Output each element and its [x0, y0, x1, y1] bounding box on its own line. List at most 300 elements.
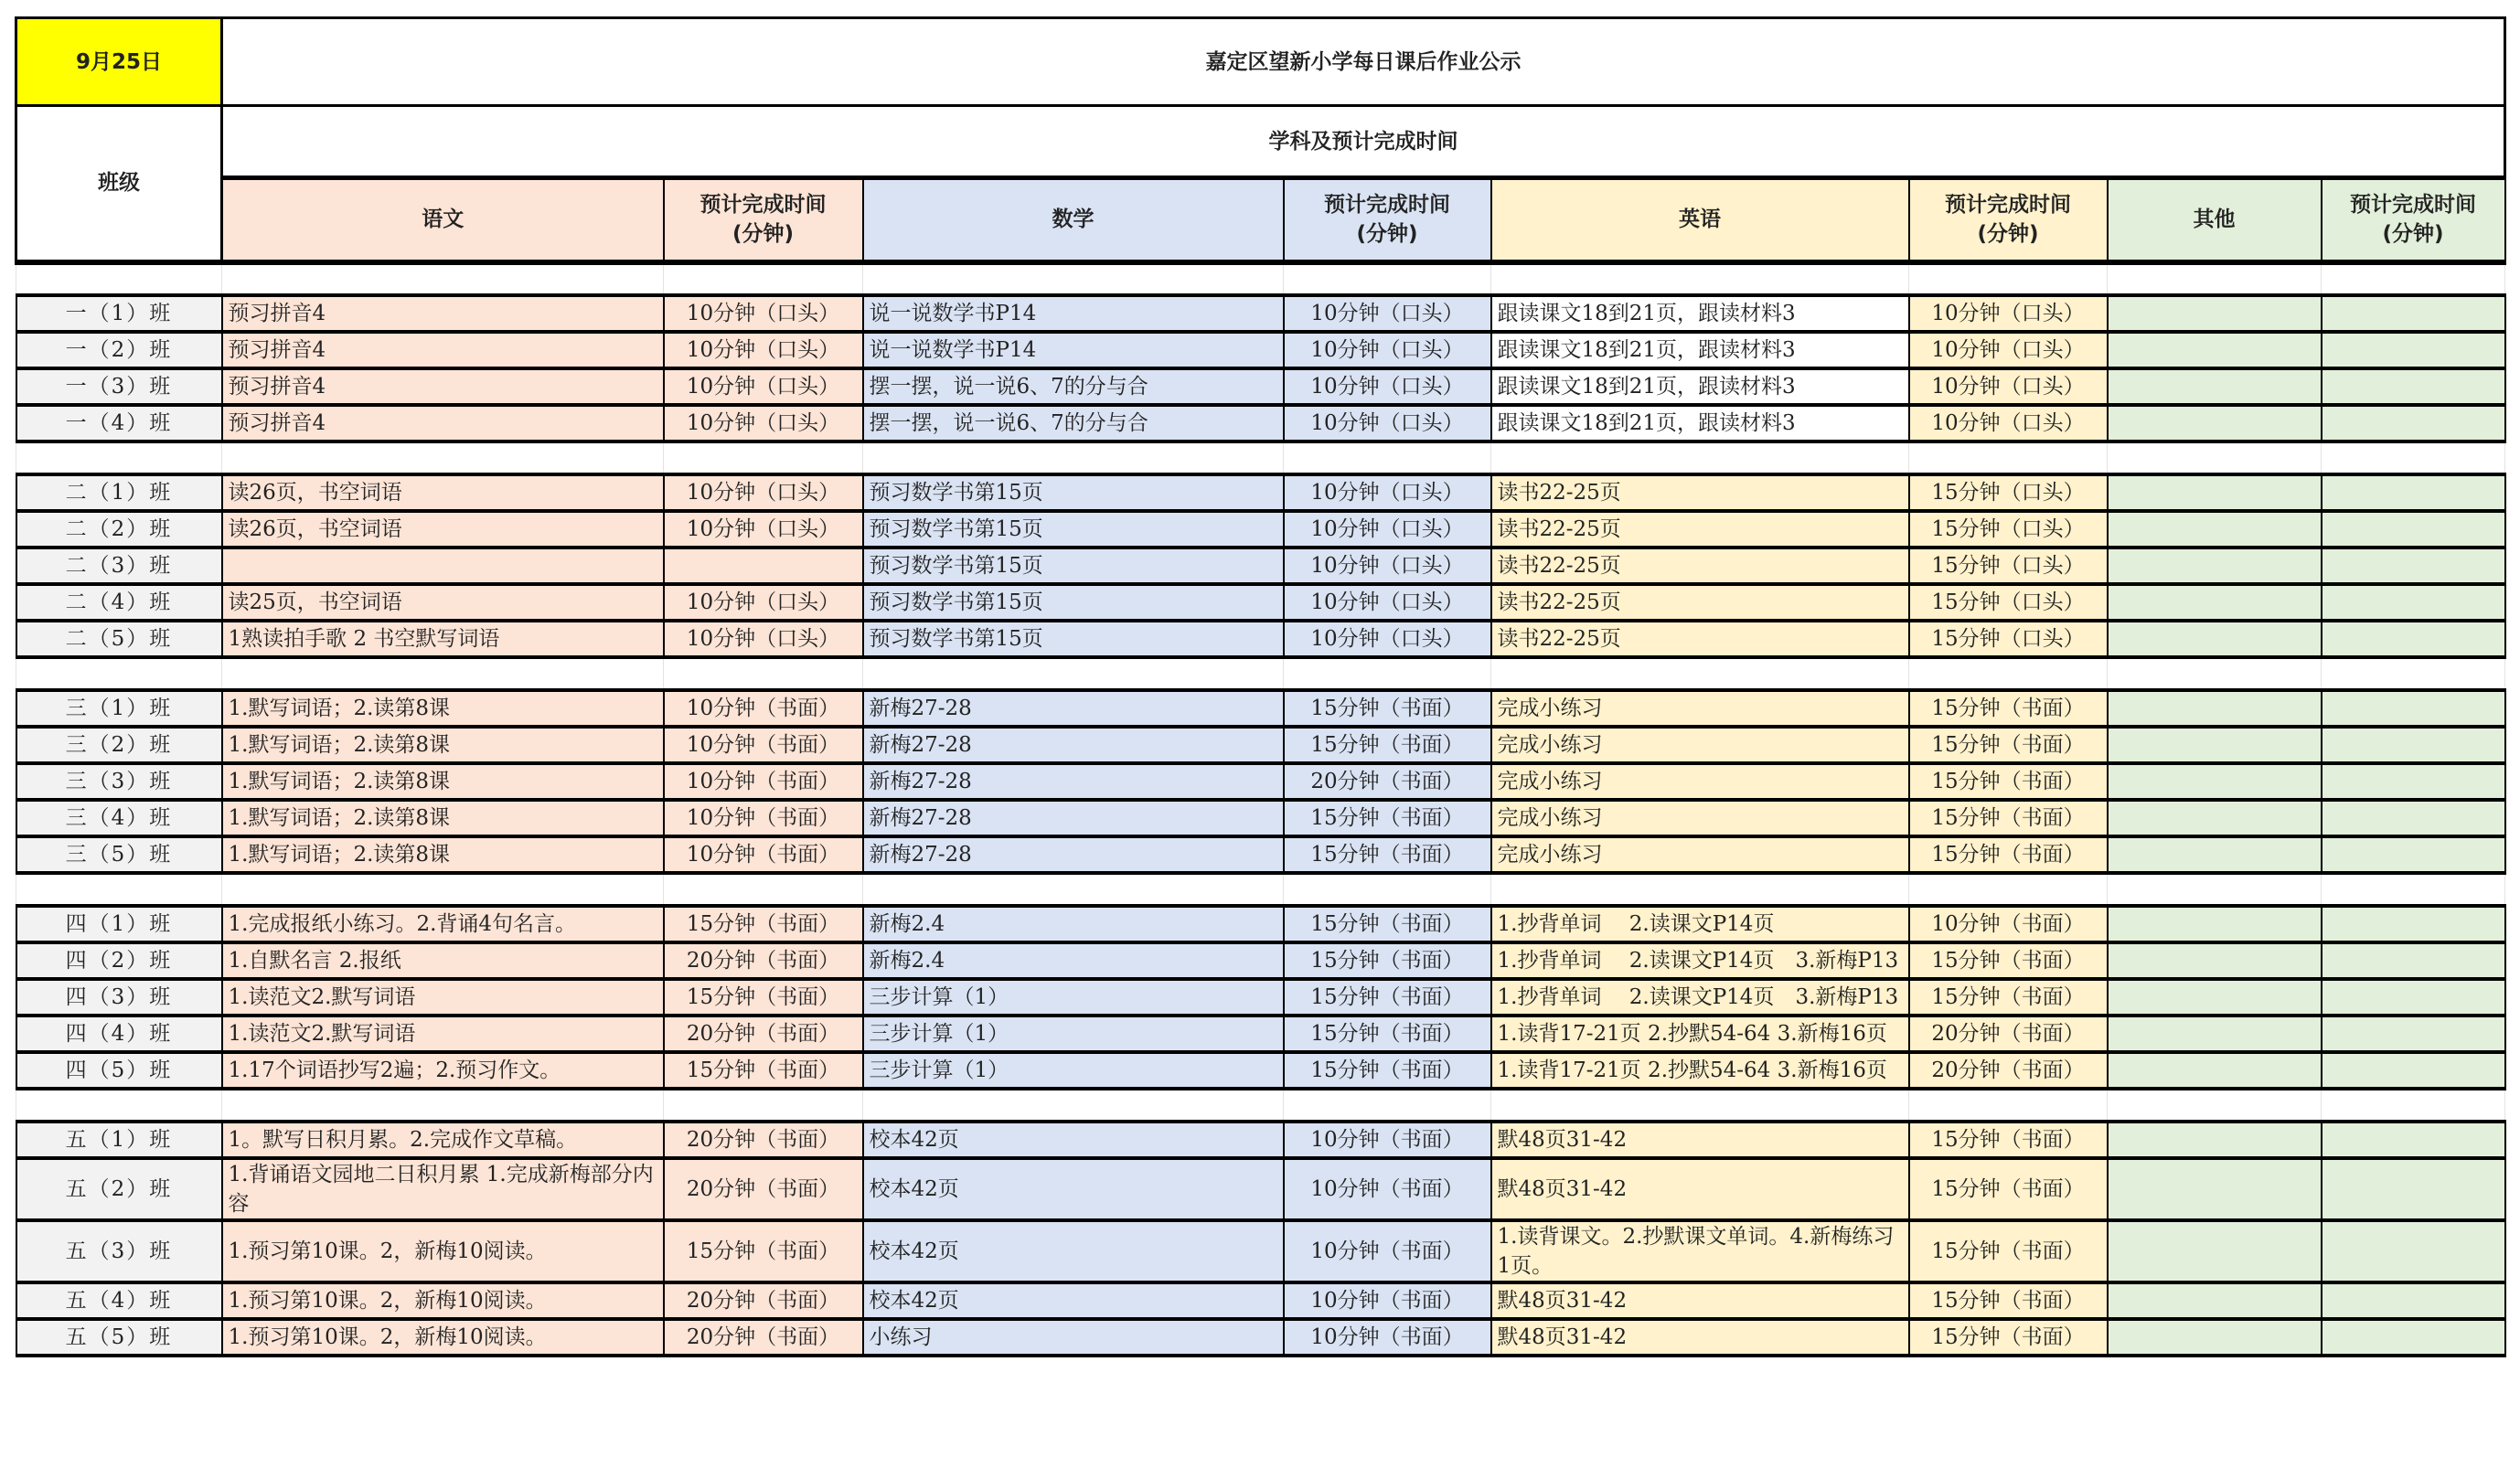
- other-time[interactable]: [2322, 1158, 2505, 1220]
- class-name[interactable]: 三（3）班: [16, 763, 222, 800]
- empty-cell[interactable]: [1909, 657, 2108, 690]
- other-time[interactable]: [2322, 763, 2505, 800]
- math-homework[interactable]: 新梅2.4: [863, 942, 1284, 979]
- empty-cell[interactable]: [1284, 262, 1491, 295]
- column-header-row: [16, 178, 2505, 262]
- table-row: [16, 942, 2505, 979]
- math-time[interactable]: 15分钟（书面）: [1284, 906, 1491, 942]
- english-homework[interactable]: 完成小练习: [1491, 690, 1909, 727]
- other-time[interactable]: [2322, 584, 2505, 621]
- grade-spacer: [16, 262, 2505, 295]
- math-homework[interactable]: 说一说数学书P14: [863, 295, 1284, 332]
- class-name[interactable]: 三（1）班: [16, 690, 222, 727]
- chinese-time[interactable]: 20分钟（书面）: [664, 942, 863, 979]
- chinese-time[interactable]: 10分钟（口头）: [664, 405, 863, 441]
- math-homework[interactable]: 新梅2.4: [863, 906, 1284, 942]
- empty-cell[interactable]: [1909, 441, 2108, 474]
- math-time[interactable]: 15分钟（书面）: [1284, 979, 1491, 1016]
- other-time[interactable]: [2322, 295, 2505, 332]
- empty-cell[interactable]: [2322, 1089, 2505, 1122]
- empty-cell[interactable]: [1284, 873, 1491, 906]
- class-name[interactable]: 二（4）班: [16, 584, 222, 621]
- math-time[interactable]: 10分钟（书面）: [1284, 1122, 1491, 1158]
- other-time[interactable]: [2322, 332, 2505, 368]
- math-time[interactable]: 10分钟（口头）: [1284, 332, 1491, 368]
- other-homework[interactable]: [2108, 836, 2322, 873]
- math-time[interactable]: 10分钟（口头）: [1284, 548, 1491, 584]
- other-homework[interactable]: [2108, 474, 2322, 511]
- table-row: [16, 690, 2505, 727]
- math-homework[interactable]: 摆一摆，说一说6、7的分与合: [863, 368, 1284, 405]
- class-name[interactable]: 五（5）班: [16, 1319, 222, 1356]
- english-homework[interactable]: 1.读背17-21页 2.抄默54-64 3.新梅16页: [1491, 1016, 1909, 1052]
- english-homework[interactable]: 读书22-25页: [1491, 621, 1909, 657]
- english-time[interactable]: 10分钟（口头）: [1909, 332, 2108, 368]
- math-homework[interactable]: 预习数学书第15页: [863, 511, 1284, 548]
- english-time[interactable]: 15分钟（书面）: [1909, 942, 2108, 979]
- class-name[interactable]: 一（3）班: [16, 368, 222, 405]
- header-math-time[interactable]: [1284, 178, 1491, 262]
- other-time[interactable]: [2322, 1016, 2505, 1052]
- subjects-header[interactable]: 学科及预计完成时间: [222, 106, 2505, 178]
- class-name[interactable]: 一（4）班: [16, 405, 222, 441]
- chinese-homework[interactable]: 读26页，书空词语: [222, 511, 664, 548]
- english-time[interactable]: 10分钟（书面）: [1909, 906, 2108, 942]
- english-homework[interactable]: 读书22-25页: [1491, 584, 1909, 621]
- chinese-homework[interactable]: 1.读范文2.默写词语: [222, 1016, 664, 1052]
- header-chinese-time[interactable]: [664, 178, 863, 262]
- empty-cell[interactable]: [1491, 441, 1909, 474]
- empty-cell[interactable]: [863, 262, 1284, 295]
- other-time[interactable]: [2322, 1122, 2505, 1158]
- other-homework[interactable]: [2108, 1220, 2322, 1282]
- math-homework[interactable]: 三步计算（1）: [863, 1016, 1284, 1052]
- math-time[interactable]: 10分钟（书面）: [1284, 1319, 1491, 1356]
- empty-cell[interactable]: [222, 1089, 664, 1122]
- other-time[interactable]: [2322, 368, 2505, 405]
- chinese-time[interactable]: 10分钟（书面）: [664, 800, 863, 836]
- chinese-homework[interactable]: 1.默写词语；2.读第8课: [222, 690, 664, 727]
- empty-cell[interactable]: [16, 1089, 222, 1122]
- class-name[interactable]: 五（1）班: [16, 1122, 222, 1158]
- other-homework[interactable]: [2108, 942, 2322, 979]
- math-homework[interactable]: 校本42页: [863, 1122, 1284, 1158]
- english-time[interactable]: 15分钟（口头）: [1909, 511, 2108, 548]
- header-line: (分钟): [731, 222, 795, 247]
- header-line: (分钟): [1356, 222, 1418, 247]
- other-time[interactable]: [2322, 836, 2505, 873]
- empty-cell[interactable]: [1909, 1089, 2108, 1122]
- english-homework[interactable]: 默48页31-42: [1491, 1122, 1909, 1158]
- empty-cell[interactable]: [664, 441, 863, 474]
- math-homework[interactable]: 新梅27-28: [863, 800, 1284, 836]
- math-homework[interactable]: 小练习: [863, 1319, 1284, 1356]
- empty-cell[interactable]: [2322, 657, 2505, 690]
- class-name[interactable]: 五（3）班: [16, 1220, 222, 1282]
- empty-cell[interactable]: [2108, 873, 2322, 906]
- chinese-time[interactable]: 15分钟（书面）: [664, 979, 863, 1016]
- english-homework[interactable]: 1.抄背单词 2.读课文P14页: [1491, 906, 1909, 942]
- english-time[interactable]: 15分钟（口头）: [1909, 584, 2108, 621]
- english-homework[interactable]: 完成小练习: [1491, 763, 1909, 800]
- english-time[interactable]: 15分钟（书面）: [1909, 1220, 2108, 1282]
- math-time[interactable]: 10分钟（口头）: [1284, 474, 1491, 511]
- math-time[interactable]: 10分钟（口头）: [1284, 584, 1491, 621]
- chinese-homework[interactable]: 预习拼音4: [222, 405, 664, 441]
- class-name[interactable]: 二（1）班: [16, 474, 222, 511]
- english-time[interactable]: 15分钟（书面）: [1909, 800, 2108, 836]
- table-row: [16, 727, 2505, 763]
- empty-cell[interactable]: [16, 657, 222, 690]
- math-homework[interactable]: 预习数学书第15页: [863, 474, 1284, 511]
- other-homework[interactable]: [2108, 584, 2322, 621]
- english-homework[interactable]: 跟读课文18到21页，跟读材料3: [1491, 332, 1909, 368]
- chinese-time[interactable]: 10分钟（书面）: [664, 836, 863, 873]
- math-homework[interactable]: 预习数学书第15页: [863, 584, 1284, 621]
- empty-cell[interactable]: [1491, 873, 1909, 906]
- table-row: [16, 332, 2505, 368]
- other-time[interactable]: [2322, 511, 2505, 548]
- empty-cell[interactable]: [222, 873, 664, 906]
- other-time[interactable]: [2322, 727, 2505, 763]
- empty-cell[interactable]: [2108, 1089, 2322, 1122]
- header-line: 预计完成时间: [1945, 193, 2071, 218]
- empty-cell[interactable]: [1909, 262, 2108, 295]
- chinese-homework[interactable]: 1.读范文2.默写词语: [222, 979, 664, 1016]
- header-line: 预计完成时间: [2350, 193, 2476, 218]
- math-time[interactable]: 15分钟（书面）: [1284, 690, 1491, 727]
- class-name[interactable]: 四（1）班: [16, 906, 222, 942]
- chinese-time[interactable]: 10分钟（书面）: [664, 727, 863, 763]
- english-time[interactable]: 15分钟（口头）: [1909, 474, 2108, 511]
- math-time[interactable]: 10分钟（书面）: [1284, 1220, 1491, 1282]
- english-time[interactable]: 15分钟（口头）: [1909, 621, 2108, 657]
- math-time[interactable]: 10分钟（书面）: [1284, 1158, 1491, 1220]
- chinese-homework[interactable]: 预习拼音4: [222, 368, 664, 405]
- other-homework[interactable]: [2108, 1319, 2322, 1356]
- empty-cell[interactable]: [16, 262, 222, 295]
- chinese-time[interactable]: 20分钟（书面）: [664, 1282, 863, 1319]
- page-title[interactable]: 嘉定区望新小学每日课后作业公示: [222, 18, 2505, 106]
- math-time[interactable]: 15分钟（书面）: [1284, 942, 1491, 979]
- chinese-time[interactable]: 15分钟（书面）: [664, 1052, 863, 1089]
- chinese-time[interactable]: 10分钟（书面）: [664, 690, 863, 727]
- math-homework[interactable]: 三步计算（1）: [863, 1052, 1284, 1089]
- empty-cell[interactable]: [1284, 657, 1491, 690]
- english-time[interactable]: 15分钟（书面）: [1909, 1122, 2108, 1158]
- class-name[interactable]: 二（3）班: [16, 548, 222, 584]
- other-time[interactable]: [2322, 906, 2505, 942]
- math-time[interactable]: 10分钟（书面）: [1284, 1282, 1491, 1319]
- chinese-homework[interactable]: 1.完成报纸小练习。2.背诵4句名言。: [222, 906, 664, 942]
- other-time[interactable]: [2322, 1282, 2505, 1319]
- math-homework[interactable]: 校本42页: [863, 1282, 1284, 1319]
- empty-cell[interactable]: [1284, 1089, 1491, 1122]
- english-time[interactable]: 20分钟（书面）: [1909, 1016, 2108, 1052]
- math-homework[interactable]: 新梅27-28: [863, 690, 1284, 727]
- chinese-time[interactable]: [664, 548, 863, 584]
- english-time[interactable]: 10分钟（口头）: [1909, 368, 2108, 405]
- chinese-homework[interactable]: 1.17个词语抄写2遍；2.预习作文。: [222, 1052, 664, 1089]
- math-homework[interactable]: 校本42页: [863, 1158, 1284, 1220]
- chinese-homework[interactable]: 读25页，书空词语: [222, 584, 664, 621]
- english-homework[interactable]: 1.读背课文。2.抄默课文单词。4.新梅练习1页。: [1491, 1220, 1909, 1282]
- table-row: [16, 979, 2505, 1016]
- table-row: [16, 763, 2505, 800]
- chinese-homework[interactable]: 1.预习第10课。2，新梅10阅读。: [222, 1220, 664, 1282]
- other-time[interactable]: [2322, 800, 2505, 836]
- chinese-homework[interactable]: [222, 548, 664, 584]
- other-homework[interactable]: [2108, 548, 2322, 584]
- math-homework[interactable]: 校本42页: [863, 1220, 1284, 1282]
- other-homework[interactable]: [2108, 405, 2322, 441]
- math-homework[interactable]: 三步计算（1）: [863, 979, 1284, 1016]
- english-time[interactable]: 15分钟（书面）: [1909, 763, 2108, 800]
- chinese-homework[interactable]: 1。默写日积月累。2.完成作文草稿。: [222, 1122, 664, 1158]
- math-time[interactable]: 15分钟（书面）: [1284, 800, 1491, 836]
- english-homework[interactable]: 跟读课文18到21页，跟读材料3: [1491, 295, 1909, 332]
- other-homework[interactable]: [2108, 368, 2322, 405]
- english-time[interactable]: 20分钟（书面）: [1909, 1052, 2108, 1089]
- english-time[interactable]: 15分钟（书面）: [1909, 727, 2108, 763]
- other-time[interactable]: [2322, 474, 2505, 511]
- header-english[interactable]: 英语: [1491, 178, 1909, 262]
- chinese-homework[interactable]: 1.默写词语；2.读第8课: [222, 800, 664, 836]
- chinese-homework[interactable]: 预习拼音4: [222, 295, 664, 332]
- other-time[interactable]: [2322, 621, 2505, 657]
- math-time[interactable]: 15分钟（书面）: [1284, 1016, 1491, 1052]
- empty-cell[interactable]: [222, 441, 664, 474]
- english-homework[interactable]: 1.抄背单词 2.读课文P14页 3.新梅P13: [1491, 979, 1909, 1016]
- chinese-homework[interactable]: 读26页，书空词语: [222, 474, 664, 511]
- other-homework[interactable]: [2108, 800, 2322, 836]
- chinese-homework[interactable]: 1.默写词语；2.读第8课: [222, 763, 664, 800]
- header-line: 预计完成时间: [699, 193, 827, 218]
- english-homework[interactable]: 完成小练习: [1491, 800, 1909, 836]
- english-time[interactable]: 15分钟（书面）: [1909, 690, 2108, 727]
- empty-cell[interactable]: [2108, 657, 2322, 690]
- other-homework[interactable]: [2108, 763, 2322, 800]
- empty-cell[interactable]: [863, 657, 1284, 690]
- chinese-homework[interactable]: 1.默写词语；2.读第8课: [222, 836, 664, 873]
- table-row: [16, 405, 2505, 441]
- chinese-time[interactable]: 20分钟（书面）: [664, 1319, 863, 1356]
- empty-cell[interactable]: [664, 1089, 863, 1122]
- math-time[interactable]: 10分钟（口头）: [1284, 368, 1491, 405]
- header-math[interactable]: 数学: [863, 178, 1284, 262]
- empty-cell[interactable]: [664, 262, 863, 295]
- empty-cell[interactable]: [1284, 441, 1491, 474]
- english-time[interactable]: 10分钟（口头）: [1909, 295, 2108, 332]
- chinese-homework[interactable]: 1.预习第10课。2，新梅10阅读。: [222, 1282, 664, 1319]
- empty-cell[interactable]: [1909, 873, 2108, 906]
- class-name[interactable]: 二（2）班: [16, 511, 222, 548]
- chinese-homework[interactable]: 预习拼音4: [222, 332, 664, 368]
- english-homework[interactable]: 读书22-25页: [1491, 474, 1909, 511]
- table-row: [16, 548, 2505, 584]
- empty-cell[interactable]: [1491, 1089, 1909, 1122]
- class-name[interactable]: 三（5）班: [16, 836, 222, 873]
- other-homework[interactable]: [2108, 295, 2322, 332]
- chinese-time[interactable]: 10分钟（书面）: [664, 763, 863, 800]
- math-time[interactable]: 10分钟（口头）: [1284, 511, 1491, 548]
- other-homework[interactable]: [2108, 332, 2322, 368]
- empty-cell[interactable]: [664, 657, 863, 690]
- empty-cell[interactable]: [16, 873, 222, 906]
- other-time[interactable]: [2322, 942, 2505, 979]
- english-homework[interactable]: 完成小练习: [1491, 727, 1909, 763]
- grade-spacer: [16, 1089, 2505, 1122]
- chinese-homework[interactable]: 1.默写词语；2.读第8课: [222, 727, 664, 763]
- math-homework[interactable]: 摆一摆，说一说6、7的分与合: [863, 405, 1284, 441]
- other-time[interactable]: [2322, 690, 2505, 727]
- class-name[interactable]: 四（5）班: [16, 1052, 222, 1089]
- other-homework[interactable]: [2108, 1052, 2322, 1089]
- math-time[interactable]: 15分钟（书面）: [1284, 1052, 1491, 1089]
- class-header[interactable]: 班级: [16, 106, 222, 262]
- math-time[interactable]: 10分钟（口头）: [1284, 295, 1491, 332]
- class-name[interactable]: 五（2）班: [16, 1158, 222, 1220]
- math-time[interactable]: 20分钟（书面）: [1284, 763, 1491, 800]
- table-row: [16, 1282, 2505, 1319]
- english-time[interactable]: 15分钟（书面）: [1909, 836, 2108, 873]
- empty-cell[interactable]: [863, 1089, 1284, 1122]
- class-name[interactable]: 一（2）班: [16, 332, 222, 368]
- chinese-time[interactable]: 20分钟（书面）: [664, 1122, 863, 1158]
- english-time[interactable]: 15分钟（书面）: [1909, 979, 2108, 1016]
- table-row: [16, 368, 2505, 405]
- chinese-time[interactable]: 10分钟（口头）: [664, 621, 863, 657]
- other-homework[interactable]: [2108, 1016, 2322, 1052]
- english-homework[interactable]: 1.抄背单词 2.读课文P14页 3.新梅P13: [1491, 942, 1909, 979]
- other-time[interactable]: [2322, 1052, 2505, 1089]
- english-homework[interactable]: 1.读背17-21页 2.抄默54-64 3.新梅16页: [1491, 1052, 1909, 1089]
- table-row: [16, 584, 2505, 621]
- empty-cell[interactable]: [222, 262, 664, 295]
- class-name[interactable]: 四（4）班: [16, 1016, 222, 1052]
- chinese-homework[interactable]: 1熟读拍手歌 2 书空默写词语: [222, 621, 664, 657]
- other-homework[interactable]: [2108, 1282, 2322, 1319]
- class-name[interactable]: 二（5）班: [16, 621, 222, 657]
- header-other[interactable]: 其他: [2108, 178, 2322, 262]
- empty-cell[interactable]: [2108, 441, 2322, 474]
- class-name[interactable]: 三（2）班: [16, 727, 222, 763]
- chinese-time[interactable]: 10分钟（口头）: [664, 368, 863, 405]
- empty-cell[interactable]: [664, 873, 863, 906]
- empty-cell[interactable]: [2322, 441, 2505, 474]
- other-homework[interactable]: [2108, 690, 2322, 727]
- chinese-time[interactable]: 15分钟（书面）: [664, 906, 863, 942]
- math-homework[interactable]: 新梅27-28: [863, 836, 1284, 873]
- other-homework[interactable]: [2108, 621, 2322, 657]
- chinese-homework[interactable]: 1.背诵语文园地二日积月累 1.完成新梅部分内容: [222, 1158, 664, 1220]
- chinese-homework[interactable]: 1.预习第10课。2，新梅10阅读。: [222, 1319, 664, 1356]
- empty-cell[interactable]: [2322, 873, 2505, 906]
- chinese-time[interactable]: 10分钟（口头）: [664, 295, 863, 332]
- other-homework[interactable]: [2108, 979, 2322, 1016]
- header-chinese[interactable]: 语文: [222, 178, 664, 262]
- class-name[interactable]: 三（4）班: [16, 800, 222, 836]
- chinese-time[interactable]: 15分钟（书面）: [664, 1220, 863, 1282]
- empty-cell[interactable]: [863, 873, 1284, 906]
- table-row: [16, 474, 2505, 511]
- header-line: 预计完成时间: [1324, 193, 1450, 218]
- math-time[interactable]: 15分钟（书面）: [1284, 727, 1491, 763]
- english-homework[interactable]: 完成小练习: [1491, 836, 1909, 873]
- english-homework[interactable]: 读书22-25页: [1491, 548, 1909, 584]
- class-name[interactable]: 四（2）班: [16, 942, 222, 979]
- english-homework[interactable]: 跟读课文18到21页，跟读材料3: [1491, 405, 1909, 441]
- empty-cell[interactable]: [2322, 262, 2505, 295]
- english-time[interactable]: 10分钟（口头）: [1909, 405, 2108, 441]
- header-other-time[interactable]: [2322, 178, 2505, 262]
- other-time[interactable]: [2322, 1220, 2505, 1282]
- class-name[interactable]: 四（3）班: [16, 979, 222, 1016]
- table-row: [16, 621, 2505, 657]
- chinese-time[interactable]: 10分钟（口头）: [664, 332, 863, 368]
- chinese-homework[interactable]: 1.自默名言 2.报纸: [222, 942, 664, 979]
- english-homework[interactable]: 读书22-25页: [1491, 511, 1909, 548]
- other-homework[interactable]: [2108, 1122, 2322, 1158]
- table-row: [16, 1158, 2505, 1220]
- math-homework[interactable]: 预习数学书第15页: [863, 548, 1284, 584]
- empty-cell[interactable]: [16, 441, 222, 474]
- other-homework[interactable]: [2108, 727, 2322, 763]
- homework-sheet: [15, 16, 2506, 1357]
- english-homework[interactable]: 默48页31-42: [1491, 1282, 1909, 1319]
- chinese-time[interactable]: 10分钟（口头）: [664, 474, 863, 511]
- class-name[interactable]: 一（1）班: [16, 295, 222, 332]
- math-homework[interactable]: 说一说数学书P14: [863, 332, 1284, 368]
- date-cell[interactable]: 9月25日: [16, 18, 222, 106]
- empty-cell[interactable]: [1491, 262, 1909, 295]
- math-time[interactable]: 10分钟（口头）: [1284, 621, 1491, 657]
- chinese-time[interactable]: 20分钟（书面）: [664, 1158, 863, 1220]
- empty-cell[interactable]: [863, 441, 1284, 474]
- english-time[interactable]: 15分钟（书面）: [1909, 1158, 2108, 1220]
- table-row: [16, 836, 2505, 873]
- english-homework[interactable]: 默48页31-42: [1491, 1158, 1909, 1220]
- other-time[interactable]: [2322, 548, 2505, 584]
- chinese-time[interactable]: 20分钟（书面）: [664, 1016, 863, 1052]
- math-homework[interactable]: 新梅27-28: [863, 763, 1284, 800]
- english-time[interactable]: 15分钟（书面）: [1909, 1282, 2108, 1319]
- table-row: [16, 800, 2505, 836]
- empty-cell[interactable]: [2108, 262, 2322, 295]
- math-homework[interactable]: 预习数学书第15页: [863, 621, 1284, 657]
- other-homework[interactable]: [2108, 1158, 2322, 1220]
- class-name[interactable]: 五（4）班: [16, 1282, 222, 1319]
- chinese-time[interactable]: 10分钟（口头）: [664, 584, 863, 621]
- other-homework[interactable]: [2108, 906, 2322, 942]
- english-time[interactable]: 15分钟（书面）: [1909, 1319, 2108, 1356]
- other-time[interactable]: [2322, 1319, 2505, 1356]
- english-homework[interactable]: 跟读课文18到21页，跟读材料3: [1491, 368, 1909, 405]
- math-time[interactable]: 15分钟（书面）: [1284, 836, 1491, 873]
- empty-cell[interactable]: [222, 657, 664, 690]
- english-time[interactable]: 15分钟（口头）: [1909, 548, 2108, 584]
- math-homework[interactable]: 新梅27-28: [863, 727, 1284, 763]
- english-homework[interactable]: 默48页31-42: [1491, 1319, 1909, 1356]
- other-homework[interactable]: [2108, 511, 2322, 548]
- other-time[interactable]: [2322, 979, 2505, 1016]
- other-time[interactable]: [2322, 405, 2505, 441]
- math-time[interactable]: 10分钟（口头）: [1284, 405, 1491, 441]
- empty-cell[interactable]: [1491, 657, 1909, 690]
- grade-spacer: [16, 873, 2505, 906]
- chinese-time[interactable]: 10分钟（口头）: [664, 511, 863, 548]
- header-english-time[interactable]: [1909, 178, 2108, 262]
